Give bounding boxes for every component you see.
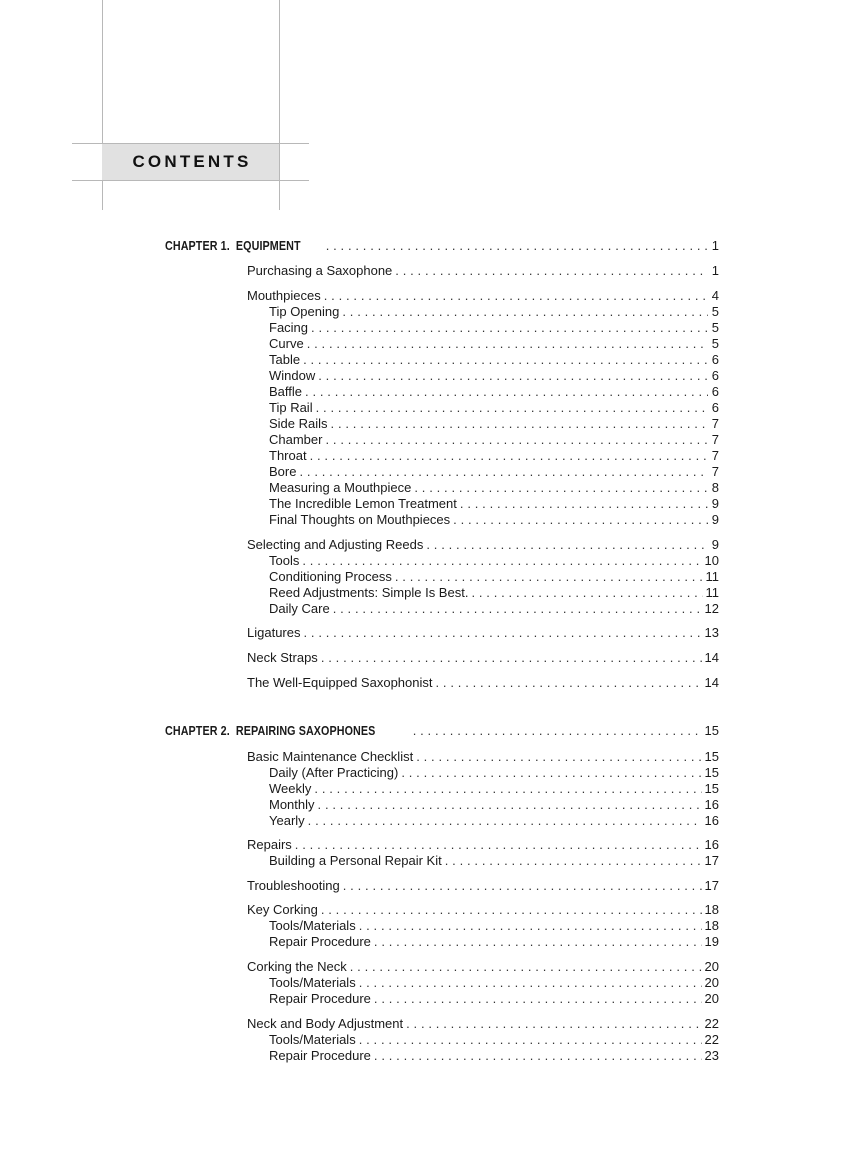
toc-entry-page-number: 16 [704,797,719,812]
toc-entry[interactable] [269,853,719,869]
dot-leader [295,837,702,853]
dot-leader [395,569,703,585]
toc-entry-page-number: 18 [704,902,719,917]
toc-entry-page-number: 14 [704,675,719,690]
dot-leader [426,537,708,553]
toc-entry-page-number: 5 [711,320,719,335]
toc-entry-title: Measuring a Mouthpiece [269,480,412,495]
dot-leader [299,464,708,480]
dot-leader [416,749,701,765]
dot-leader [321,650,702,666]
toc-entry-page-number: 9 [711,496,719,511]
toc-entry-title: Repairs [247,837,292,852]
toc-entry-title: Tools/Materials [269,1032,356,1047]
dot-leader [331,416,708,432]
dot-leader [311,320,708,336]
toc-entry[interactable] [247,288,719,304]
toc-entry[interactable] [269,991,719,1007]
toc-entry-title: Repair Procedure [269,991,371,1006]
toc-entry[interactable] [269,797,719,813]
dot-leader [453,512,708,528]
toc-entry-title: Baffle [269,384,303,399]
toc-entry-title: Neck and Body Adjustment [247,1016,404,1031]
dot-leader [318,797,702,813]
toc-entry-title: CHAPTER 1. EQUIPMENT [165,239,301,253]
toc-entry[interactable] [247,878,719,894]
toc-entry-title: Daily Care [269,601,330,616]
toc-entry-page-number: 6 [711,400,719,415]
toc-entry-title: Reed Adjustments: Simple Is Best. [269,585,469,600]
toc-entry[interactable] [269,813,719,829]
toc-entry-title: Basic Maintenance Checklist [247,749,414,764]
toc-entry-page-number: 7 [711,416,719,431]
toc-entry-page-number: 16 [704,837,719,852]
toc-entry-page-number: 14 [704,650,719,665]
toc-entry-title: Key Corking [247,902,318,917]
toc-entry[interactable] [269,975,719,991]
toc-entry-title: Monthly [269,797,315,812]
toc-entry-page-number: 23 [704,1048,719,1063]
toc-entry-title: Selecting and Adjusting Reeds [247,537,424,552]
toc-entry[interactable] [247,650,719,666]
toc-entry[interactable] [269,352,719,368]
toc-entry[interactable] [247,1016,719,1032]
dot-leader [316,400,708,416]
toc-entry-title: Conditioning Process [269,569,392,584]
toc-entry-page-number: 20 [704,991,719,1006]
dot-leader [314,781,701,797]
toc-entry-title: Repair Procedure [269,1048,371,1063]
toc-entry-title: Tip Rail [269,400,313,415]
toc-entry[interactable] [269,384,719,400]
toc-entry[interactable] [269,496,719,512]
toc-entry[interactable] [269,448,719,464]
toc-entry-page-number: 19 [704,934,719,949]
toc-entry[interactable] [247,675,719,691]
dot-leader [333,601,702,617]
toc-entry-title: Side Rails [269,416,328,431]
toc-entry-page-number: 15 [704,765,719,780]
dot-leader [374,1048,702,1064]
toc-entry[interactable] [269,512,719,528]
dot-leader [414,480,708,496]
toc-entry-page-number: 11 [705,569,719,584]
toc-entry-page-number: 12 [704,601,719,616]
toc-entry-page-number: 4 [711,288,719,303]
toc-entry-page-number: 9 [711,512,719,527]
toc-entry-page-number: 13 [704,625,719,640]
toc-entry-page-number: 16 [704,813,719,828]
dot-leader [302,553,701,569]
toc-entry-title: Ligatures [247,625,301,640]
dot-leader [303,625,701,641]
toc-entry[interactable] [269,336,719,352]
toc-entry-page-number: 22 [704,1032,719,1047]
dot-leader [321,902,702,918]
toc-entry-title: Chamber [269,432,323,447]
toc-entry-title: Repair Procedure [269,934,371,949]
toc-entry-page-number: 20 [704,959,719,974]
toc-entry-page-number: 10 [704,553,719,568]
toc-entry-title: The Well-Equipped Saxophonist [247,675,433,690]
toc-entry[interactable] [269,569,719,585]
toc-entry-page-number: 11 [705,585,719,600]
toc-entry-page-number: 6 [711,384,719,399]
toc-entry-page-number: 15 [704,723,719,738]
toc-entry-title: Final Thoughts on Mouthpieces [269,512,451,527]
dot-leader [325,432,708,448]
dot-leader [308,813,702,829]
toc-entry[interactable] [247,959,719,975]
toc-entry[interactable] [269,918,719,934]
dot-leader [445,853,702,869]
toc-entry-title: Table [269,352,301,367]
toc-entry[interactable] [269,464,719,480]
dot-leader [342,304,708,320]
dot-leader [359,1032,702,1048]
toc-entry[interactable] [247,749,719,765]
toc-entry-title: Mouthpieces [247,288,321,303]
dot-leader [460,496,708,512]
toc-entry-title: Yearly [269,813,305,828]
toc-entry-title: Throat [269,448,307,463]
toc-entry-page-number: 15 [704,749,719,764]
toc-entry[interactable] [247,625,719,641]
dot-leader [350,959,702,975]
toc-entry[interactable] [269,1048,719,1064]
toc-entry-title: Corking the Neck [247,959,347,974]
toc-entry-title: Neck Straps [247,650,318,665]
toc-entry[interactable] [269,432,719,448]
toc-entry-title: Purchasing a Saxophone [247,263,393,278]
toc-entry-title: Curve [269,336,304,351]
toc-entry[interactable] [269,416,719,432]
dot-leader [359,975,702,991]
toc-entry-page-number: 5 [711,336,719,351]
toc-entry-page-number: 6 [711,368,719,383]
toc-entry-page-number: 18 [704,918,719,933]
toc-chapter-entry[interactable] [165,238,719,254]
dot-leader [401,765,701,781]
toc-entry[interactable] [269,781,719,797]
dot-leader [310,448,708,464]
dot-leader [318,368,708,384]
toc-entry-title: Tools/Materials [269,975,356,990]
toc-entry-page-number: 1 [711,263,719,278]
toc-entry-page-number: 17 [704,853,719,868]
dot-leader [406,1016,701,1032]
toc-entry[interactable] [269,934,719,950]
toc-entry-title: Window [269,368,316,383]
dot-leader [324,288,708,304]
toc-entry[interactable] [269,1032,719,1048]
toc-entry[interactable] [247,902,719,918]
dot-leader [303,352,708,368]
toc-entry-title: Troubleshooting [247,878,340,893]
toc-entry-title: Tip Opening [269,304,340,319]
toc-entry-page-number: 8 [711,480,719,495]
toc-entry-title: Tools [269,553,300,568]
dot-leader [395,263,708,279]
toc-entry-page-number: 17 [704,878,719,893]
toc-entry[interactable] [247,263,719,279]
toc-entry-page-number: 7 [711,464,719,479]
toc-entry[interactable] [269,368,719,384]
toc-chapter-entry[interactable] [165,723,719,739]
toc-entry-page-number: 5 [711,304,719,319]
dot-leader [413,723,702,739]
toc-entry-title: Weekly [269,781,312,796]
toc-entry-page-number: 1 [711,238,719,253]
dot-leader [374,991,702,1007]
toc-entry-title: CHAPTER 2. REPAIRING SAXOPHONES [165,724,376,738]
toc-entry-title: Daily (After Practicing) [269,765,399,780]
dot-leader [359,918,702,934]
toc-entry[interactable] [269,765,719,781]
dot-leader [471,585,702,601]
toc-entry[interactable] [269,320,719,336]
toc-entry[interactable] [269,480,719,496]
dot-leader [374,934,702,950]
toc-entry[interactable] [269,601,719,617]
toc-entry[interactable] [247,837,719,853]
toc-entry[interactable] [269,585,719,601]
toc-entry[interactable] [269,400,719,416]
toc-entry-title: Tools/Materials [269,918,356,933]
toc-entry-title: Bore [269,464,297,479]
page-title: CONTENTS [132,151,252,171]
toc-entry[interactable] [247,537,719,553]
toc-entry-page-number: 6 [711,352,719,367]
dot-leader [305,384,708,400]
dot-leader [326,238,708,254]
dot-leader [307,336,708,352]
toc-entry-page-number: 20 [704,975,719,990]
dot-leader [343,878,702,894]
toc-entry-page-number: 7 [711,432,719,447]
toc-entry-page-number: 22 [704,1016,719,1031]
dot-leader [436,675,702,691]
toc-entry-title: The Incredible Lemon Treatment [269,496,457,511]
toc-entry-page-number: 9 [711,537,719,552]
toc-entry-page-number: 7 [711,448,719,463]
toc-entry-page-number: 15 [704,781,719,796]
toc-entry-title: Facing [269,320,309,335]
toc-entry[interactable] [269,553,719,569]
toc-entry[interactable] [269,304,719,320]
toc-entry-title: Building a Personal Repair Kit [269,853,442,868]
